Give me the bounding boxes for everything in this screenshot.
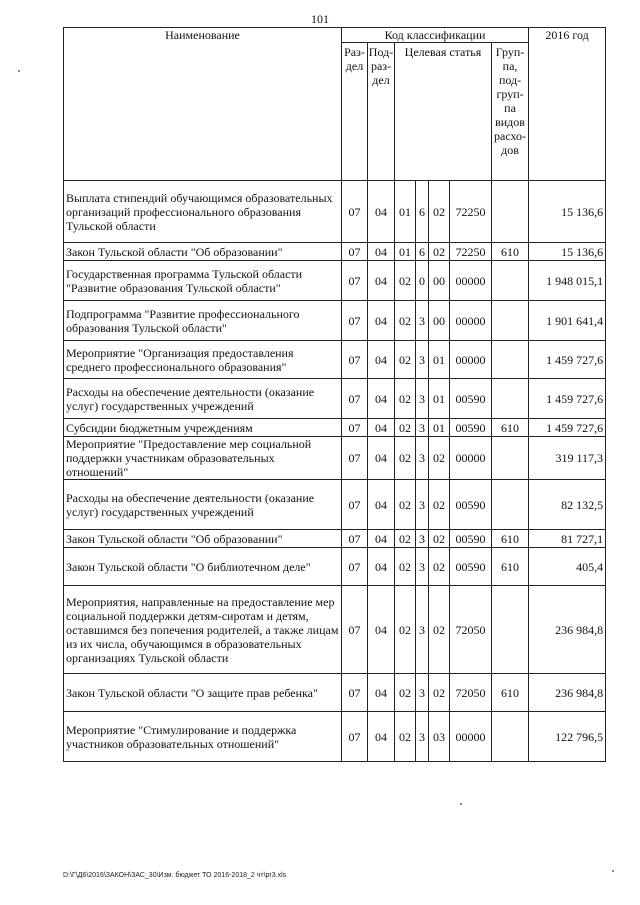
row-amount: 15 136,6: [529, 243, 606, 261]
row-target-program: 01: [395, 243, 416, 261]
row-target-direction: 00000: [450, 261, 492, 301]
row-target-event: 01: [429, 379, 450, 419]
table-row: [64, 530, 606, 548]
row-target-event: 00: [429, 301, 450, 341]
row-expense-group: 610: [492, 419, 529, 437]
header-target-item: Целевая статья: [395, 43, 492, 181]
row-name: Закон Тульской области "Об образовании": [64, 530, 342, 548]
row-target-program: 02: [395, 341, 416, 379]
row-target-event: 02: [429, 530, 450, 548]
header-classification-code: Код классификации: [342, 28, 529, 43]
row-section: 07: [342, 548, 368, 586]
row-target-program: 02: [395, 480, 416, 530]
row-expense-group: [492, 181, 529, 243]
row-amount: 1 901 641,4: [529, 301, 606, 341]
row-subsection: 04: [368, 548, 395, 586]
row-target-direction: 00590: [450, 530, 492, 548]
header-year: 2016 год: [529, 28, 606, 181]
table-body: [64, 181, 606, 762]
header-expense-group: Груп- па, под- груп- па видов расхо- дов: [492, 43, 529, 181]
row-name: Выплата стипендий обучающимся образовательных организаций профессионального образования Тульской области: [64, 181, 342, 243]
table-row: [64, 243, 606, 261]
row-target-subprogram: 3: [416, 548, 429, 586]
table-row: [64, 341, 606, 379]
row-subsection: 04: [368, 379, 395, 419]
row-target-subprogram: 0: [416, 261, 429, 301]
footer-file-path: D:\Г\Д6\2016\ЗАКОН\ЗАС_30\Изм. бюджет ТО 2016-2018_2 чт\pr3.xls: [63, 872, 287, 879]
row-amount: 81 727,1: [529, 530, 606, 548]
row-amount: 236 984,8: [529, 674, 606, 712]
row-amount: 1 459 727,6: [529, 341, 606, 379]
row-subsection: 04: [368, 530, 395, 548]
header-section: Раз- дел: [342, 43, 368, 181]
table-row: [64, 379, 606, 419]
row-target-direction: 00590: [450, 419, 492, 437]
row-subsection: 04: [368, 261, 395, 301]
table-header: [64, 28, 606, 181]
row-target-program: 02: [395, 419, 416, 437]
table-row: [64, 261, 606, 301]
row-section: 07: [342, 379, 368, 419]
row-target-program: 01: [395, 181, 416, 243]
row-expense-group: 610: [492, 548, 529, 586]
row-expense-group: [492, 586, 529, 674]
row-target-subprogram: 3: [416, 586, 429, 674]
row-expense-group: 610: [492, 243, 529, 261]
row-amount: 1 948 015,1: [529, 261, 606, 301]
row-target-program: 02: [395, 548, 416, 586]
row-target-event: 03: [429, 712, 450, 762]
row-subsection: 04: [368, 181, 395, 243]
row-amount: 319 117,3: [529, 437, 606, 480]
row-target-subprogram: 3: [416, 674, 429, 712]
row-expense-group: [492, 341, 529, 379]
row-target-event: 02: [429, 548, 450, 586]
row-subsection: 04: [368, 586, 395, 674]
row-name: Мероприятия, направленные на предоставление мер социальной поддержки детям-сиротам и детям, оставшимся без попечения родителей, а также лицам из их числа, обучающимся в образовательных организациях Тульской области: [64, 586, 342, 674]
row-target-program: 02: [395, 674, 416, 712]
row-target-subprogram: 6: [416, 243, 429, 261]
row-target-event: 02: [429, 243, 450, 261]
table-row: [64, 419, 606, 437]
row-amount: 1 459 727,6: [529, 419, 606, 437]
row-amount: 405,4: [529, 548, 606, 586]
scan-speck: [18, 70, 20, 72]
row-subsection: 04: [368, 674, 395, 712]
page-number: 101: [311, 12, 329, 26]
row-section: 07: [342, 341, 368, 379]
row-target-direction: 00590: [450, 379, 492, 419]
table-row: [64, 674, 606, 712]
row-expense-group: 610: [492, 674, 529, 712]
row-name: Закон Тульской области "О защите прав ребенка": [64, 674, 342, 712]
row-target-direction: 00000: [450, 301, 492, 341]
row-target-subprogram: 6: [416, 181, 429, 243]
row-target-program: 02: [395, 261, 416, 301]
row-section: 07: [342, 181, 368, 243]
row-subsection: 04: [368, 437, 395, 480]
row-target-subprogram: 3: [416, 341, 429, 379]
row-name: Закон Тульской области "О библиотечном деле": [64, 548, 342, 586]
row-subsection: 04: [368, 480, 395, 530]
row-expense-group: [492, 712, 529, 762]
table-row: [64, 301, 606, 341]
row-target-event: 01: [429, 419, 450, 437]
table-row: [64, 712, 606, 762]
row-subsection: 04: [368, 419, 395, 437]
row-target-event: 02: [429, 586, 450, 674]
row-subsection: 04: [368, 341, 395, 379]
row-section: 07: [342, 586, 368, 674]
row-amount: 82 132,5: [529, 480, 606, 530]
row-target-event: 02: [429, 674, 450, 712]
header-name: Наименование: [64, 28, 342, 181]
row-subsection: 04: [368, 301, 395, 341]
row-name: Закон Тульской области "Об образовании": [64, 243, 342, 261]
row-target-subprogram: 3: [416, 480, 429, 530]
row-target-subprogram: 3: [416, 301, 429, 341]
row-name: Мероприятие "Стимулирование и поддержка участников образовательных отношений": [64, 712, 342, 762]
row-expense-group: [492, 480, 529, 530]
row-target-direction: 00000: [450, 437, 492, 480]
row-target-direction: 00590: [450, 548, 492, 586]
row-target-event: 02: [429, 181, 450, 243]
row-section: 07: [342, 419, 368, 437]
row-subsection: 04: [368, 712, 395, 762]
row-name: Расходы на обеспечение деятельности (оказание услуг) государственных учреждений: [64, 379, 342, 419]
row-expense-group: 610: [492, 530, 529, 548]
row-target-program: 02: [395, 379, 416, 419]
row-target-event: 01: [429, 341, 450, 379]
row-target-event: 02: [429, 480, 450, 530]
row-target-subprogram: 3: [416, 712, 429, 762]
row-target-subprogram: 3: [416, 419, 429, 437]
row-section: 07: [342, 301, 368, 341]
row-target-subprogram: 3: [416, 379, 429, 419]
row-section: 07: [342, 437, 368, 480]
header-subsection: Под- раз- дел: [368, 43, 395, 181]
row-section: 07: [342, 480, 368, 530]
row-expense-group: [492, 301, 529, 341]
row-target-event: 02: [429, 437, 450, 480]
row-subsection: 04: [368, 243, 395, 261]
row-target-direction: 00000: [450, 341, 492, 379]
row-target-direction: 72050: [450, 586, 492, 674]
table-row: [64, 548, 606, 586]
row-target-direction: 72250: [450, 243, 492, 261]
row-section: 07: [342, 674, 368, 712]
row-target-direction: 00590: [450, 480, 492, 530]
row-target-direction: 72050: [450, 674, 492, 712]
row-name: Мероприятие "Организация предоставления среднего профессионального образования": [64, 341, 342, 379]
row-target-direction: 00000: [450, 712, 492, 762]
budget-table: [63, 27, 606, 762]
row-section: 07: [342, 243, 368, 261]
row-name: Субсидии бюджетным учреждениям: [64, 419, 342, 437]
row-expense-group: [492, 437, 529, 480]
row-name: Государственная программа Тульской области "Развитие образования Тульской области": [64, 261, 342, 301]
row-name: Подпрограмма "Развитие профессионального образования Тульской области": [64, 301, 342, 341]
row-section: 07: [342, 261, 368, 301]
table-row: [64, 480, 606, 530]
row-target-subprogram: 3: [416, 437, 429, 480]
row-amount: 1 459 727,6: [529, 379, 606, 419]
table-row: [64, 437, 606, 480]
row-amount: 236 984,8: [529, 586, 606, 674]
row-target-direction: 72250: [450, 181, 492, 243]
row-target-program: 02: [395, 437, 416, 480]
row-target-program: 02: [395, 586, 416, 674]
table-row: [64, 586, 606, 674]
row-section: 07: [342, 712, 368, 762]
row-amount: 15 136,6: [529, 181, 606, 243]
scan-speck: [612, 870, 614, 872]
row-name: Расходы на обеспечение деятельности (оказание услуг) государственных учреждений: [64, 480, 342, 530]
row-name: Мероприятие "Предоставление мер социальной поддержки участникам образовательных отношений": [64, 437, 342, 480]
row-target-program: 02: [395, 301, 416, 341]
row-amount: 122 796,5: [529, 712, 606, 762]
row-target-subprogram: 3: [416, 530, 429, 548]
row-target-program: 02: [395, 712, 416, 762]
scan-speck: [460, 803, 462, 805]
table-row: [64, 181, 606, 243]
row-target-event: 00: [429, 261, 450, 301]
row-expense-group: [492, 261, 529, 301]
row-section: 07: [342, 530, 368, 548]
row-target-program: 02: [395, 530, 416, 548]
row-expense-group: [492, 379, 529, 419]
